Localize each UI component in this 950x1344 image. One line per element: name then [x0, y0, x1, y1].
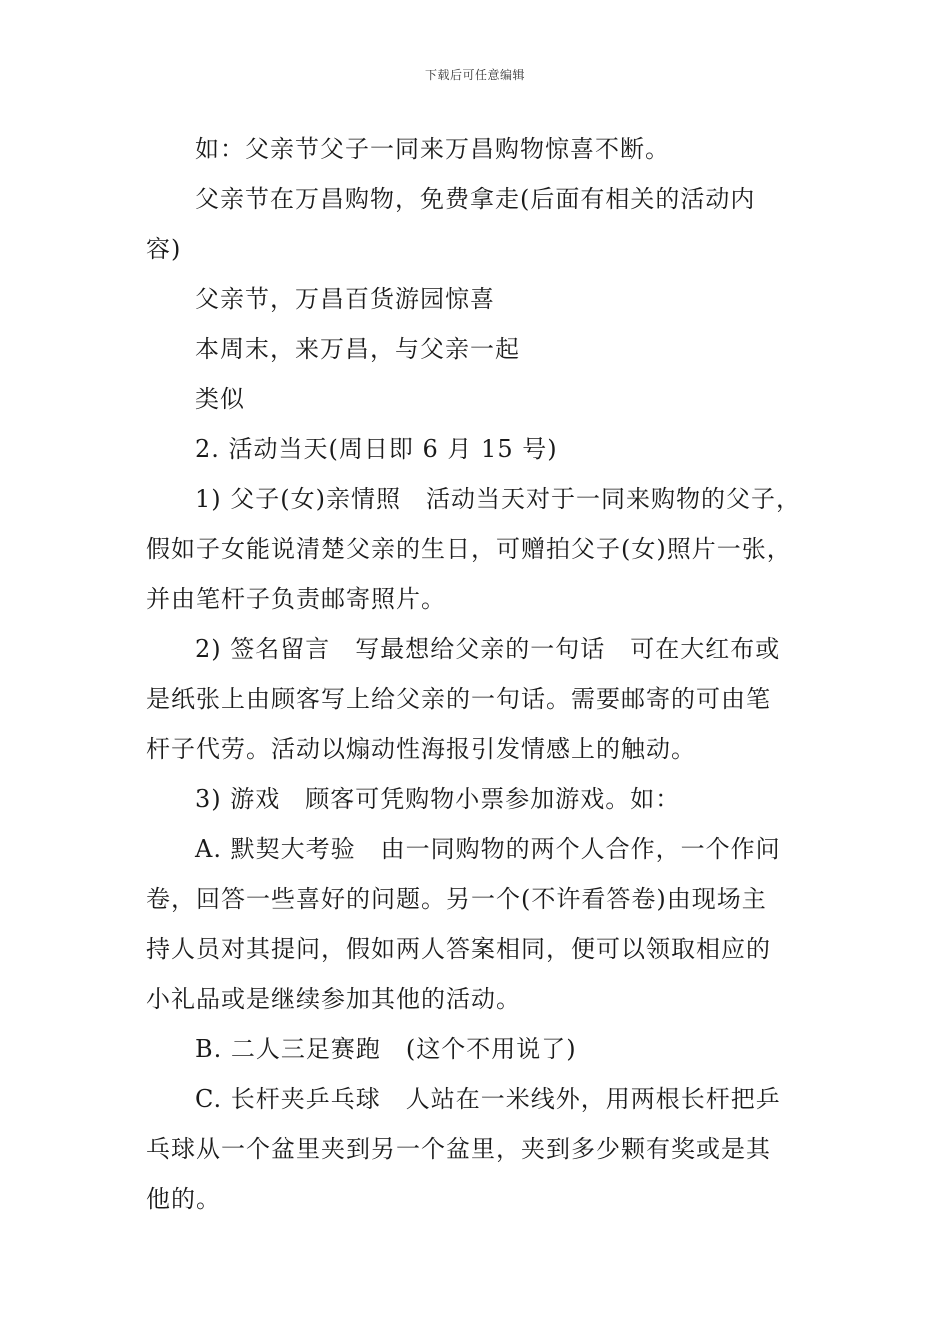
text-line: 父亲节，万昌百货游园惊喜: [195, 285, 495, 313]
text-line: 假如子女能说清楚父亲的生日，可赠拍父子(女)照片一张，: [146, 535, 792, 563]
page-header: 下载后可任意编辑: [424, 68, 525, 82]
section-heading: 2. 活动当天(周日即 6 月 15 号): [195, 435, 558, 463]
text-line: 杆子代劳。活动以煽动性海报引发情感上的触动。: [146, 735, 696, 763]
text-line: 容): [146, 235, 182, 263]
text-line: B. 二人三足赛跑 (这个不用说了): [195, 1035, 577, 1063]
text-line: 他的。: [146, 1185, 221, 1213]
text-line: 卷，回答一些喜好的问题。另一个(不许看答卷)由现场主: [146, 885, 767, 913]
text-line: 是纸张上由顾客写上给父亲的一句话。需要邮寄的可由笔: [146, 685, 771, 713]
text-line: 3) 游戏 顾客可凭购物小票参加游戏。如：: [195, 785, 681, 813]
text-line: 父亲节在万昌购物，免费拿走(后面有相关的活动内: [195, 185, 756, 213]
text-line: 乓球从一个盆里夹到另一个盆里，夹到多少颗有奖或是其: [146, 1135, 771, 1163]
text-line: 2) 签名留言 写最想给父亲的一句话 可在大红布或: [195, 635, 781, 663]
text-line: 并由笔杆子负责邮寄照片。: [146, 585, 446, 613]
text-line: A. 默契大考验 由一同购物的两个人合作，一个作问: [195, 835, 781, 863]
text-line: 持人员对其提问，假如两人答案相同，便可以领取相应的: [146, 935, 771, 963]
text-line: C. 长杆夹乒乓球 人站在一米线外，用两根长杆把乒: [195, 1085, 781, 1113]
text-line: 如：父亲节父子一同来万昌购物惊喜不断。: [195, 135, 670, 163]
text-line: 1) 父子(女)亲情照 活动当天对于一同来购物的父子，: [195, 485, 801, 513]
text-line: 小礼品或是继续参加其他的活动。: [146, 985, 521, 1013]
text-line: 类似: [195, 385, 245, 413]
text-line: 本周末，来万昌，与父亲一起: [195, 335, 520, 363]
